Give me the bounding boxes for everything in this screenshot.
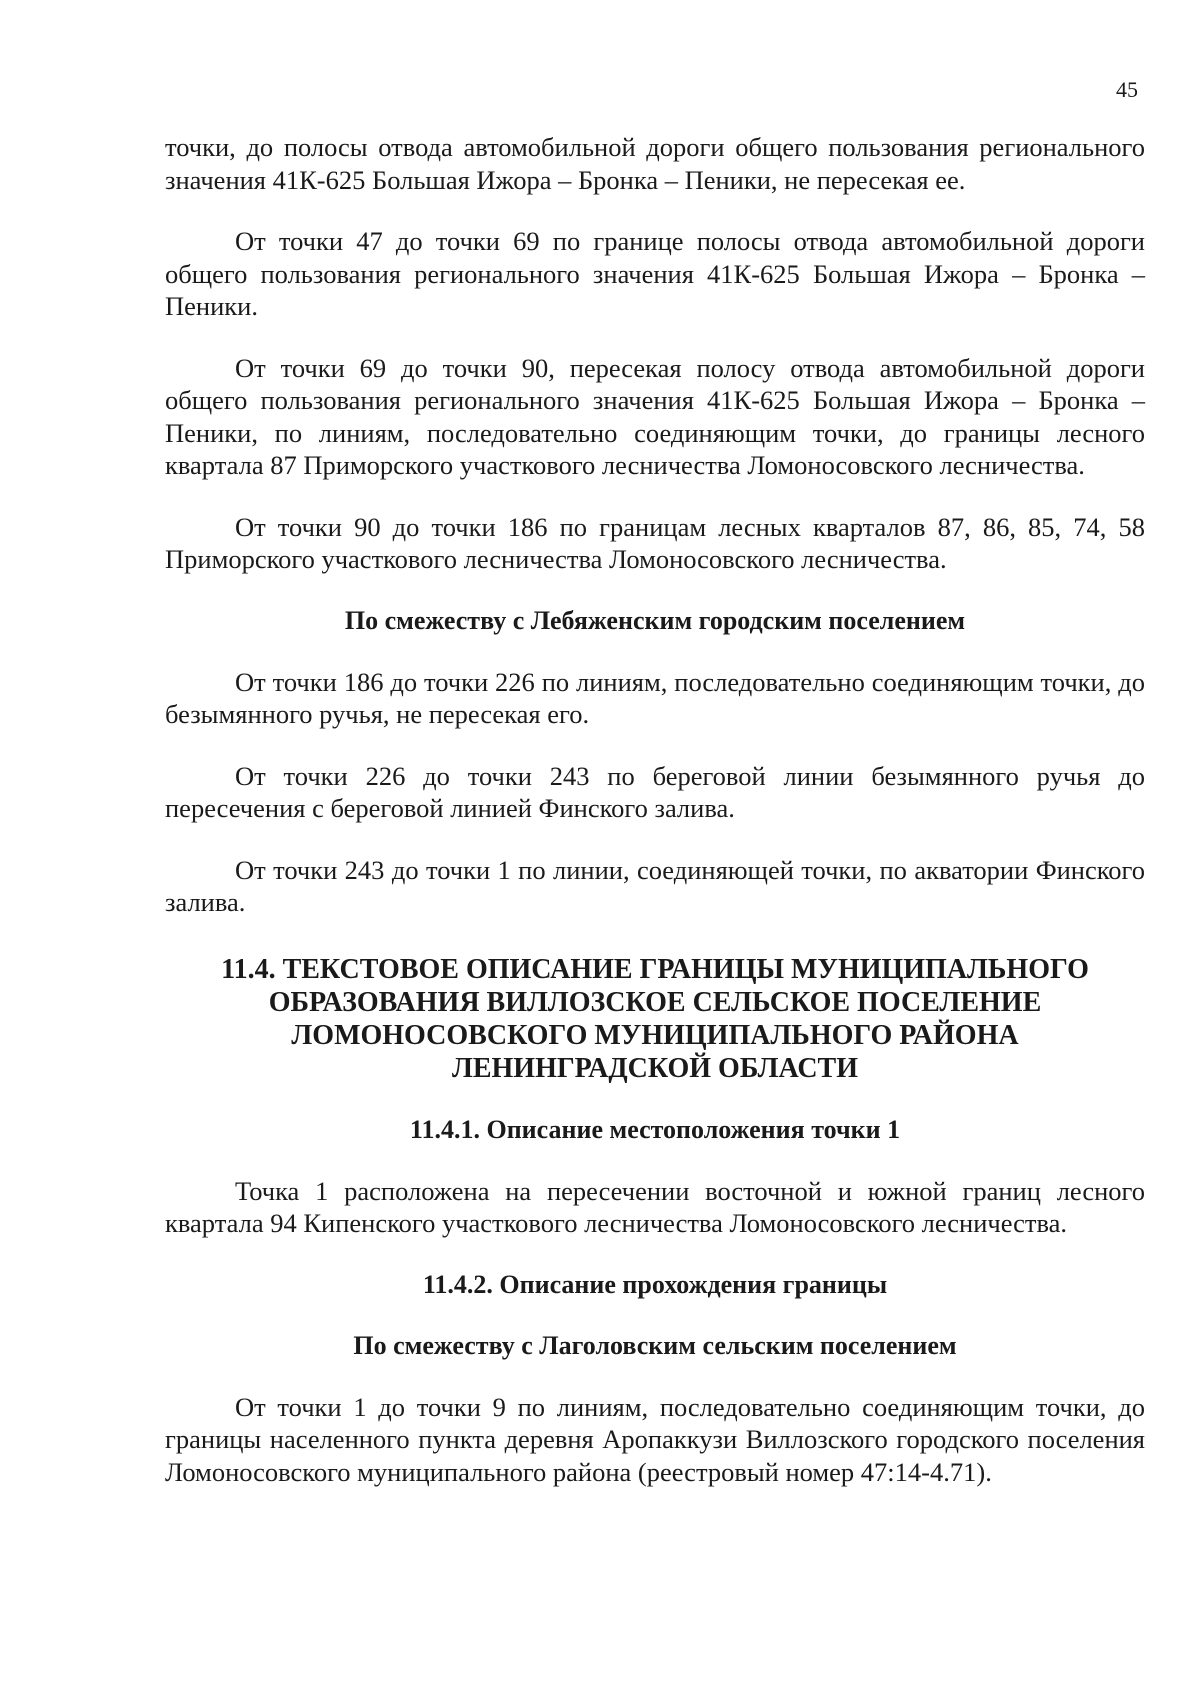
page-number: 45 (1116, 77, 1138, 102)
section-title-line: ЛЕНИНГРАДСКОЙ ОБЛАСТИ (451, 1052, 859, 1084)
section-title-11-4 (165, 953, 1145, 1085)
heading-11-4-2: 11.4.2. Описание прохождения границы (422, 1269, 888, 1299)
paragraph-points-1-9: От точки 1 до точки 9 по линиям, последовательно соединяющим точки, до границы населенного пункта деревня Аропаккузи Виллозского городского поселения Ломоносовского муниципального района (реестровый номер 47:14-4.71). (165, 1391, 1145, 1487)
heading-11-4-1: 11.4.1. Описание местоположения точки 1 (409, 1114, 901, 1144)
paragraph-points-47-69: От точки 47 до точки 69 по границе полосы отвода автомобильной дороги общего пользования регионального значения 41К-625 Большая Ижора – Бронка – Пеники. (165, 226, 1145, 321)
paragraph-points-243-1: От точки 243 до точки 1 по линии, соединяющей точки, по акватории Финского залива. (165, 854, 1145, 917)
section-title-line: ОБРАЗОВАНИЯ ВИЛЛОЗСКОЕ СЕЛЬСКОЕ ПОСЕЛЕНИЕ (268, 986, 1042, 1018)
section-title-line: 11.4. ТЕКСТОВОЕ ОПИСАНИЕ ГРАНИЦЫ МУНИЦИПАЛЬНОГО (221, 953, 1089, 985)
section-title-line: ЛОМОНОСОВСКОГО МУНИЦИПАЛЬНОГО РАЙОНА (291, 1019, 1019, 1051)
paragraph-points-69-90: От точки 69 до точки 90, пересекая полосу отвода автомобильной дороги общего пользования регионального значения 41К-625 Большая Ижора – Бронка – Пеники, по линиям, последовательно соединяющим точки, до границы лесного квартала 87 Приморского участкового лесничества Ломоносовского лесничества. (165, 352, 1145, 480)
paragraph-continuation: точки, до полосы отвода автомобильной дороги общего пользования регионального значения 41К-625 Большая Ижора – Бронка – Пеники, не пересекая ее. (165, 132, 1145, 195)
heading-lebyazhye-border: По смежеству с Лебяженским городским поселением (344, 605, 966, 635)
paragraph-point-1-location: Точка 1 расположена на пересечении восточной и южной границ лесного квартала 94 Кипенского участкового лесничества Ломоносовского лесничества. (165, 1175, 1145, 1238)
heading-lagolovo-border: По смежеству с Лаголовским сельским поселением (353, 1330, 957, 1360)
paragraph-points-186-226: От точки 186 до точки 226 по линиям, последовательно соединяющим точки, до безымянного ручья, не пересекая его. (165, 666, 1145, 729)
paragraph-points-226-243: От точки 226 до точки 243 по береговой линии безымянного ручья до пересечения с береговой линией Финского залива. (165, 760, 1145, 823)
paragraph-points-90-186: От точки 90 до точки 186 по границам лесных кварталов 87, 86, 85, 74, 58 Приморского участкового лесничества Ломоносовского лесничества. (165, 511, 1145, 574)
document-body (165, 131, 1145, 1488)
